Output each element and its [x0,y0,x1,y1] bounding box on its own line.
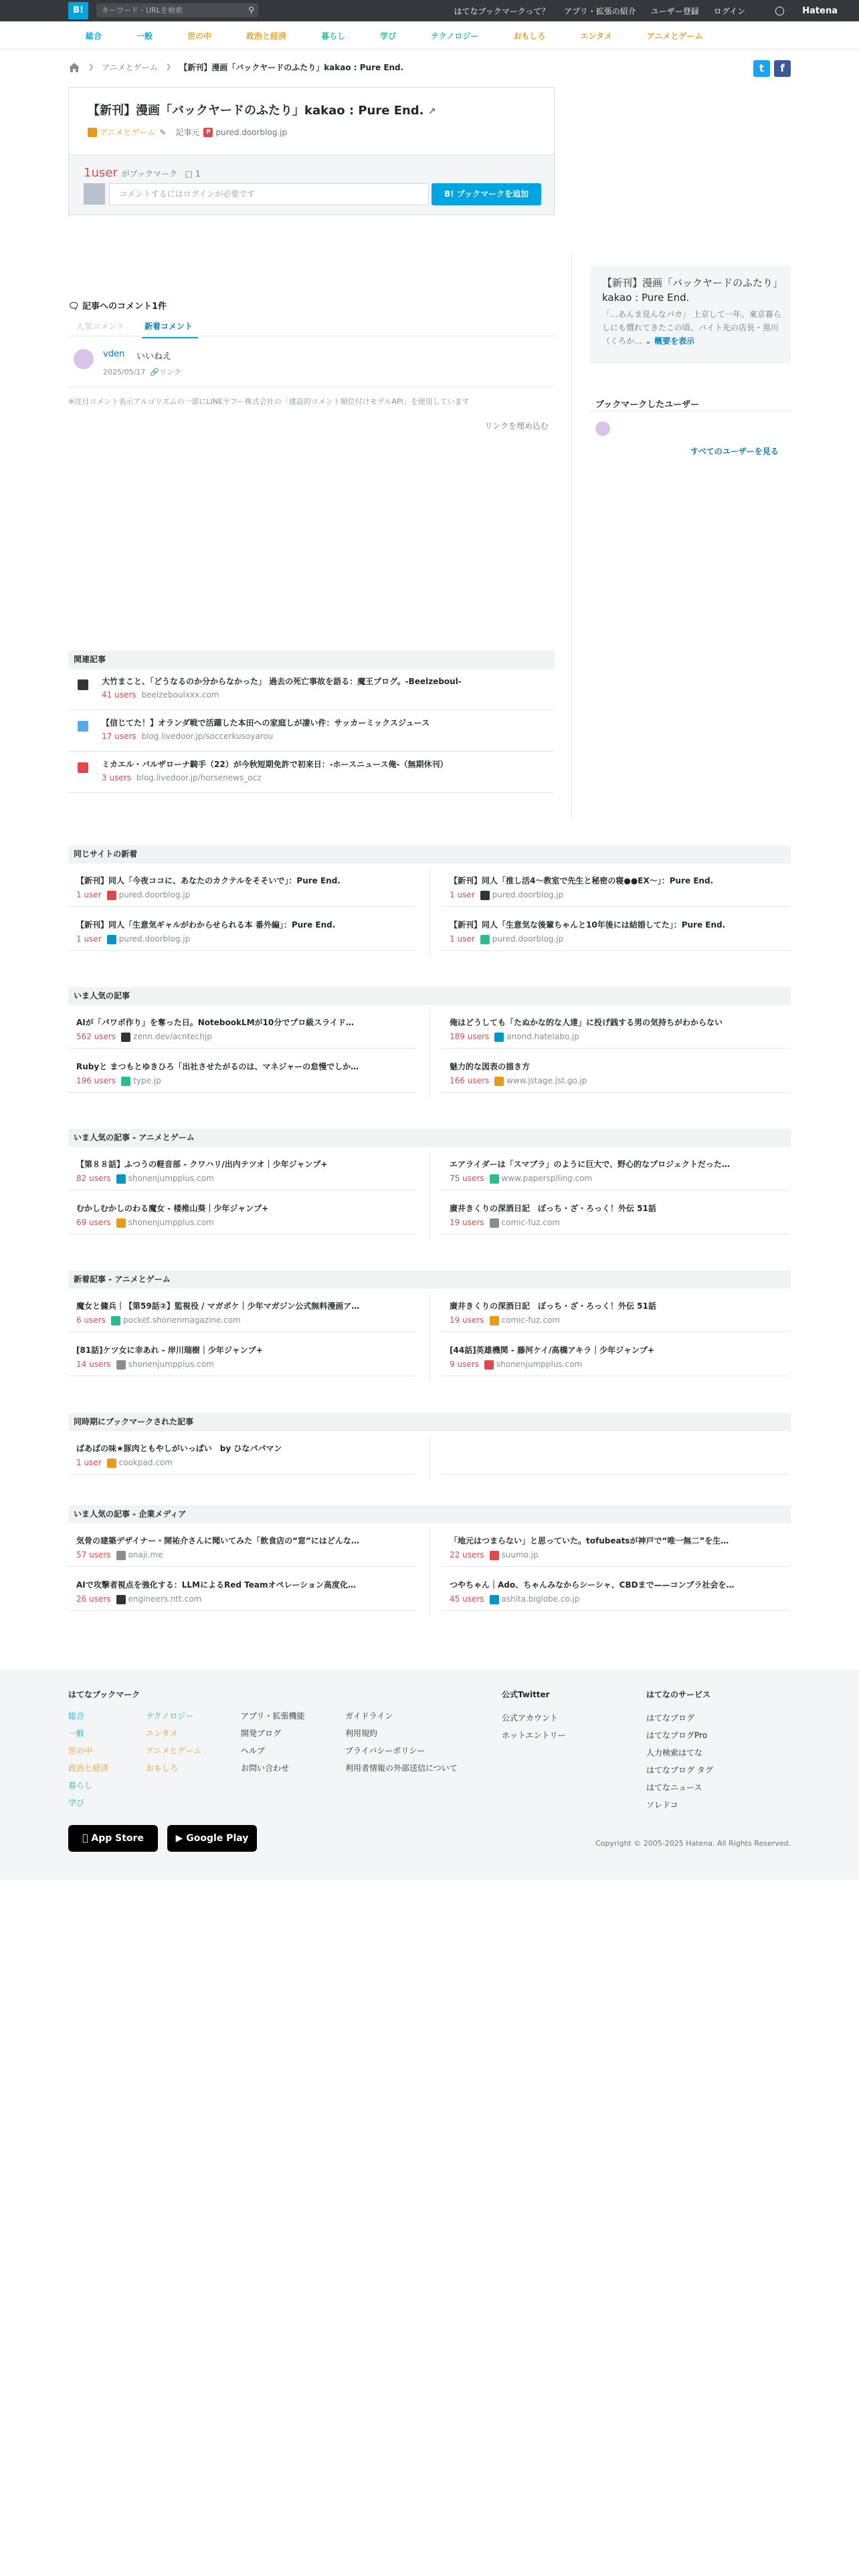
users-count[interactable]: 1 user [76,890,102,899]
article-title[interactable]: 【新刊】同人「今夜ココに、あなたのカクテルをそそいで」：Pure End. [76,876,341,885]
related-meta [102,732,273,741]
domain[interactable]: pured.doorblog.jp [492,890,564,899]
footer-link[interactable]: お問い合わせ [241,1763,290,1773]
domain[interactable]: ashita.biglobe.co.jp [501,1594,580,1604]
related-item[interactable] [68,753,555,793]
article-card[interactable] [442,1054,789,1093]
related-title[interactable]: 【信じてた！】オランダ戦で活躍した本田への家庭しが凄い件：サッカーミックスジュース [102,718,430,728]
avatar[interactable] [595,421,610,436]
domain[interactable]: www.papersplling.com [501,1174,593,1183]
article-card[interactable] [442,1572,789,1611]
column-divider [571,253,572,817]
top-links [440,0,838,21]
article-meta [76,1315,241,1325]
comment-date[interactable] [103,366,181,377]
footer-link[interactable]: はてなニュース [646,1783,702,1792]
article-meta [450,934,563,944]
related-title[interactable]: 大竹まこと、「どうなるのか分からなかった」 過去の死亡事故を語る：魔王ブログ。-Beelzeboul- [102,677,462,686]
hatena-brand-label: Hatena [802,5,838,16]
footer-link[interactable]: 一般 [68,1729,85,1738]
hatena-bookmark-logo[interactable]: B! [68,2,88,19]
article-title[interactable]: 【新刊】同人「生意気な後輩ちゃんと10年後には結婚してた」：Pure End. [450,920,726,930]
top-bar [0,0,859,21]
chevron-right-icon: ❯ [88,64,94,71]
domain[interactable]: shonenjumpplus.com [496,1360,583,1369]
article-meta [76,1174,214,1184]
empty-card [442,1436,789,1475]
external-link-icon[interactable]: ↗ [427,106,436,117]
article-card[interactable] [442,1528,789,1567]
copyright: Copyright © 2005-2025 Hatena. All Rights Reserved. [595,1839,791,1848]
article-card[interactable] [68,1436,416,1475]
domain[interactable]: zenn.dev/acntechjp [133,1032,212,1041]
footer-link[interactable]: 学び [68,1798,85,1808]
toplink-apps[interactable]: アプリ・拡張の紹介 [564,6,636,16]
article-title[interactable]: むかしむかしのわる魔女 - 楼椎山葵｜少年ジャンプ+ [76,1204,269,1213]
users-count[interactable]: 75 users [450,1174,484,1183]
home-icon[interactable] [68,62,80,73]
domain[interactable]: comic-fuz.com [501,1218,560,1227]
app-store-badge[interactable] [68,1825,158,1852]
article-card[interactable] [68,1054,416,1093]
site-favicon-icon [116,1595,126,1604]
bookmark-suffix: がブックマーク [121,169,177,179]
article-meta [76,890,190,900]
related-meta [102,690,219,700]
comments-heading-text: 記事へのコメント1件 [82,302,167,312]
related-item[interactable] [68,712,555,752]
footer-heading: はてなのサービス [646,1690,711,1699]
entry-category[interactable]: アニメとゲーム [100,128,156,137]
site-favicon-icon [78,721,88,732]
side-users-heading: ブックマークしたユーザー [595,400,700,410]
related-title[interactable]: ミカエル・バルザローナ騎手（22）が今秋短期免許で初来日：-ホースニュース俺-（無期休刊） [102,760,448,769]
article-meta [450,1174,592,1184]
article-meta [450,1076,587,1086]
footer-col-bookmark [68,1689,140,1712]
domain[interactable]: comic-fuz.com [501,1315,560,1325]
related-heading: 関連記事 [68,651,555,669]
site-favicon-icon [490,1595,499,1604]
users-count[interactable]: 82 users [76,1174,111,1183]
side-desc-text: 「…あんま見んなバカ」 上京して一年。東京暮らしにも慣れてきたこの頃、バイト先の店長・黒川（くろか… [602,310,781,346]
article-meta [450,1032,579,1042]
site-favicon-icon [116,1360,126,1370]
tab-popular-comments[interactable]: 人気コメント [76,322,125,331]
breadcrumb [68,62,403,73]
users-count[interactable]: 1 user [450,934,475,944]
users-count[interactable]: 189 users [450,1032,490,1041]
footer-link[interactable]: おもしろ [146,1763,179,1773]
comment-count: 1 [195,169,201,179]
comment-text: いいねえ [136,352,172,362]
article-meta [450,1218,560,1228]
users-count[interactable]: 26 users [76,1594,111,1604]
site-favicon-icon [494,1077,504,1086]
show-summary-link[interactable] [645,336,694,346]
footer [0,1670,859,1879]
article-meta [76,1458,173,1468]
nav-item[interactable]: おもしろ [513,31,546,41]
article-card[interactable] [442,1196,789,1235]
footer-link[interactable]: 世の中 [68,1746,93,1755]
toplink-register[interactable]: ユーザー登録 [650,6,699,16]
side-entry-title[interactable]: 【新刊】漫画「バックヤードのふたり」kakao : Pure End. [602,277,783,304]
google-play-badge[interactable] [167,1825,257,1852]
all-users-link[interactable]: すべてのユーザーを見る [690,447,779,456]
footer-link[interactable]: プライバシーポリシー [345,1746,425,1755]
users-count[interactable]: 1 user [76,934,102,944]
domain[interactable]: type.jp [133,1076,161,1085]
article-title[interactable]: 俺はどうしても「たぬかな的な人達」に投げ銭する男の気持ちがわからない [450,1018,723,1027]
section-heading: 同時期にブックマークされた記事 [68,1413,791,1431]
site-favicon-icon [494,1033,504,1042]
comment-user[interactable]: vden [103,349,125,359]
domain[interactable]: engineers.ntt.com [128,1594,202,1604]
category-nav [0,21,859,49]
comment-date-text[interactable]: 2025/05/17 [103,368,146,377]
entry-source[interactable]: pured.doorblog.jp [215,127,288,137]
section-heading: 新着記事 - アニメとゲーム [68,1271,791,1289]
section-heading: いま人気の記事 - アニメとゲーム [68,1129,791,1147]
domain[interactable]: beelzeboulxxx.com [141,690,219,700]
side-entry-card [590,266,791,363]
toplink-about[interactable]: はてなブックマークって？ [454,6,550,16]
entry-meta [88,126,287,138]
article-card[interactable] [68,1152,416,1190]
toplink-login[interactable]: ログイン [713,6,746,16]
nav-item[interactable]: 総合 [86,31,102,41]
footer-link[interactable]: ホットエントリー [502,1731,566,1740]
users-count[interactable]: 69 users [76,1218,111,1227]
site-favicon-icon [107,935,116,944]
footer-link[interactable]: アプリ・拡張機能 [241,1711,305,1721]
article-title[interactable]: 廣井きくりの深酒日記 ぼっち・ざ・ろっく！外伝 51話 [450,1204,656,1213]
comment-bubble-icon: 🗨 [68,302,80,312]
nav-item[interactable]: エンタメ [580,31,612,41]
domain[interactable]: cookpad.com [118,1458,173,1467]
users-count[interactable]: 41 users [102,690,136,700]
footer-link[interactable]: 暮らし [68,1781,93,1790]
domain[interactable]: www.jstage.jst.go.jp [506,1076,587,1085]
section-heading: いま人気の記事 - 企業メディア [68,1505,791,1523]
article-card[interactable] [68,912,416,951]
related-meta [102,773,262,782]
entry-title-text[interactable]: 【新刊】漫画「バックヤードのふたり」kakao : Pure End. [88,104,424,118]
comment-link-text[interactable]: リンク [159,368,181,377]
breadcrumb-category[interactable]: アニメとゲーム [102,63,158,72]
users-count[interactable]: 17 users [102,732,136,741]
footer-link[interactable]: 人力検索はてな [646,1748,703,1757]
nav-item[interactable]: 政治と経済 [246,31,287,41]
article-card[interactable] [68,1572,416,1611]
footer-link[interactable]: ガイドライン [345,1711,393,1721]
entry-action-area [69,154,554,215]
users-count[interactable]: 57 users [76,1550,111,1560]
article-title[interactable]: 【新刊】同人「生意気ギャルがわからせられる本 番外編」：Pure End. [76,920,336,930]
article-meta [450,1550,539,1560]
footer-link[interactable]: エンタメ [146,1729,178,1738]
article-title[interactable]: [81話]ケツ女に幸あれ - 岸川瑞樹｜少年ジャンプ+ [76,1346,263,1355]
link-icon: 🔗 [150,368,160,377]
apple-icon [82,1833,88,1844]
domain[interactable]: suumo.jp [501,1550,539,1560]
domain[interactable]: onaji.me [128,1550,163,1560]
site-favicon-icon [490,1174,499,1184]
domain[interactable]: shonenjumpplus.com [128,1218,214,1227]
comment-input[interactable]: コメントするにはログインが必要です [109,183,429,205]
footer-link[interactable]: はてなブログ タグ [646,1765,713,1775]
article-title[interactable]: 廣井きくりの深酒日記 ぼっち・ざ・ろっく！外伝 51話 [450,1301,656,1311]
article-meta [450,1360,582,1370]
chevron-right-icon: ❯ [165,64,172,71]
site-favicon-icon [107,1459,116,1468]
entry-box [68,87,555,215]
source-label: 記事元 [175,128,200,137]
hatena-brand-icon: ◯ [775,5,785,16]
article-meta [76,1594,201,1604]
footer-heading: はてなブックマーク [68,1690,140,1699]
footer-link[interactable]: 政治と経済 [68,1763,109,1773]
nav-item[interactable]: アニメとゲーム [646,31,703,41]
nav-item[interactable]: 世の中 [187,31,212,41]
article-card[interactable] [68,1010,416,1049]
site-favicon-icon [490,1551,499,1560]
article-meta [76,934,190,944]
search-input[interactable] [96,3,258,17]
article-card[interactable] [68,1337,416,1376]
users-count[interactable]: 1 user [450,890,475,899]
section-heading: 同じサイトの新着 [68,845,791,863]
nav-item[interactable]: 暮らし [321,31,346,41]
article-card[interactable] [68,868,416,907]
footer-col-categories-b [146,1710,201,1780]
breadcrumb-current: 【新刊】漫画「バックヤードのふたり」kakao : Pure End. [179,63,404,72]
footer-col-twitter [502,1689,566,1747]
article-card[interactable] [68,1528,416,1567]
article-meta [450,1315,560,1325]
nav-item[interactable]: 一般 [136,31,153,41]
edit-icon: ✎ [159,127,167,137]
article-title[interactable]: 気骨の建築デザイナー・開祐介さんに聞いてみた「飲食店の“窓”にはどんな… [76,1536,359,1545]
users-count[interactable]: 562 users [76,1032,116,1041]
footer-heading: 公式Twitter [502,1690,550,1699]
article-meta [76,1032,212,1042]
play-icon: ▶ [175,1833,183,1844]
users-count[interactable]: 19 users [450,1218,484,1227]
article-title[interactable]: 「地元はつまらない」と思っていた。tofubeatsが神戸で“唯一無二”を生… [450,1536,729,1545]
related-item[interactable] [68,670,555,710]
article-meta [450,890,563,900]
side-entry-description [602,308,783,348]
users-count[interactable]: 1 user [76,1458,102,1467]
article-title[interactable]: [44話]英雄機関 - 藤河ケイ/高橋アキラ｜少年ジャンプ+ [450,1346,654,1355]
chevron-down-icon: ⌄ [644,336,652,346]
search-icon[interactable]: ⚲ [248,5,254,15]
article-title[interactable]: AIで攻撃者視点を強化する：LLMによるRed Teamオペレーション高度化… [76,1580,356,1590]
article-card[interactable] [442,1152,789,1190]
site-favicon-icon [480,891,490,900]
article-title[interactable]: AIが「パワポ作り」を奪った日。NotebookLMが10分でプロ級スライド… [76,1018,354,1027]
users-count[interactable]: 45 users [450,1594,484,1604]
users-count[interactable]: 6 users [76,1315,106,1325]
users-count[interactable]: 19 users [450,1315,484,1325]
footer-link[interactable]: テクノロジー [146,1711,194,1721]
footer-link[interactable]: 利用者情報の外部送信について [345,1763,458,1773]
footer-link[interactable]: はてなブログPro [646,1731,708,1740]
site-favicon-icon [111,1316,120,1325]
app-store-label: App Store [86,1833,140,1844]
domain[interactable]: pured.doorblog.jp [118,934,191,944]
domain[interactable]: blog.livedoor.jp/soccerkusoyarou [141,732,274,741]
users-count[interactable]: 166 users [450,1076,490,1085]
domain[interactable]: shonenjumpplus.com [128,1174,214,1183]
article-title[interactable]: 【新刊】同人「推し活4〜教室で先生と秘密の寝●●EX〜」：Pure End. [450,876,714,885]
show-summary-text[interactable]: 概要を表示 [654,336,695,346]
domain[interactable]: pocket.shonenmagazine.com [122,1315,241,1325]
article-meta [76,1550,163,1560]
article-title[interactable]: 魅力的な図表の描き方 [450,1062,531,1071]
article-meta [76,1076,161,1086]
facebook-share-icon[interactable]: f [774,60,791,77]
article-title[interactable]: 【第８８話】ふつうの軽音部 - クワハリ/出内テツオ｜少年ジャンプ+ [76,1160,328,1169]
site-favicon-icon [116,1551,126,1560]
nav-item[interactable]: 学び [380,31,397,41]
article-title[interactable]: Rubyと まつもとゆきひろ「出社させたがるのは、マネジャーの怠慢でしか… [76,1062,359,1071]
embed-link[interactable]: リンクを埋め込む [484,421,549,431]
entry-title[interactable] [88,101,436,118]
comment-icon: □ [185,169,193,179]
footer-link[interactable]: 公式アカウント [502,1713,558,1723]
footer-link[interactable]: 総合 [68,1711,85,1721]
footer-link[interactable]: はてなブログ [646,1713,695,1723]
bookmark-count-value[interactable]: 1user [84,166,118,180]
article-card[interactable] [442,868,789,907]
footer-col-services [646,1689,713,1816]
article-meta [450,1594,580,1604]
site-favicon-icon [116,1174,126,1184]
users-count[interactable]: 3 users [102,773,131,782]
domain[interactable]: anond.hatelabo.jp [506,1032,579,1041]
search-placeholder: キーワード・URLを検索 [102,6,183,15]
site-favicon-icon [78,762,88,773]
site-favicon-icon [121,1077,130,1086]
article-meta [76,1218,214,1228]
hatena-brand-link[interactable] [760,6,838,16]
article-card[interactable] [68,1293,416,1332]
site-favicon-icon [121,1033,130,1042]
article-title[interactable]: つやちゃん｜Ado、ちゃんみなからシーシャ、CBDまで——コンプラ社会を… [450,1580,735,1590]
site-favicon-icon: P [203,128,213,137]
article-card[interactable] [442,1337,789,1376]
avatar-placeholder [84,183,105,205]
comments-heading [68,299,167,312]
site-favicon-icon [480,935,490,944]
footer-col-categories-a [68,1710,108,1814]
article-card[interactable] [442,1010,789,1049]
footer-link[interactable]: 開発ブログ [241,1729,282,1738]
footer-link[interactable]: アニメとゲーム [146,1746,202,1755]
domain[interactable]: pured.doorblog.jp [492,934,564,944]
site-favicon-icon [490,1218,499,1228]
article-card[interactable] [442,1293,789,1332]
article-card[interactable] [68,1196,416,1235]
domain[interactable]: blog.livedoor.jp/horsenews_ocz [136,773,262,782]
domain[interactable]: pured.doorblog.jp [118,890,191,899]
site-favicon-icon [78,679,88,690]
site-favicon-icon [484,1360,494,1370]
nav-item[interactable]: テクノロジー [431,31,479,41]
article-card[interactable] [442,912,789,951]
article-meta [76,1360,214,1370]
users-count[interactable]: 22 users [450,1550,484,1560]
footer-link[interactable]: ソレドコ [646,1800,678,1810]
footer-link[interactable]: 利用規約 [345,1729,378,1738]
footer-col-links [241,1710,305,1780]
avatar[interactable] [74,349,94,369]
users-count[interactable]: 14 users [76,1360,111,1369]
footer-link[interactable]: ヘルプ [241,1746,266,1755]
article-title[interactable]: 魔女と傭兵｜【第59話②】監視役 / マガポケ｜少年マガジン公式無料漫画ア… [76,1301,360,1311]
site-favicon-icon [116,1218,126,1228]
domain[interactable]: shonenjumpplus.com [128,1360,214,1369]
bookmark-count[interactable] [84,166,201,180]
article-title[interactable]: ばあばの味★豚肉ともやしがいっぱい by ひなパパマン [76,1444,282,1453]
users-count[interactable]: 9 users [450,1360,479,1369]
tab-new-comments[interactable]: 新着コメント [142,318,198,338]
site-favicon-icon [490,1316,499,1325]
category-icon [88,128,97,137]
twitter-share-icon[interactable]: t [753,60,770,77]
comment-notice: ※注目コメント表示アルゴリズムの一部にLINEヤフー株式会社の「建設的コメント順位付けモデルAPI」を使用しています [68,397,470,406]
users-count[interactable]: 196 users [76,1076,116,1085]
article-title[interactable]: エアライダーは「スマブラ」のように巨大で、野心的なプロジェクトだった… [450,1160,730,1169]
footer-col-policy [345,1710,458,1780]
google-play-label: Google Play [186,1833,249,1844]
section-heading: いま人気の記事 [68,987,791,1005]
add-bookmark-button[interactable]: B! ブックマークを追加 [432,183,541,205]
site-favicon-icon [107,891,116,900]
